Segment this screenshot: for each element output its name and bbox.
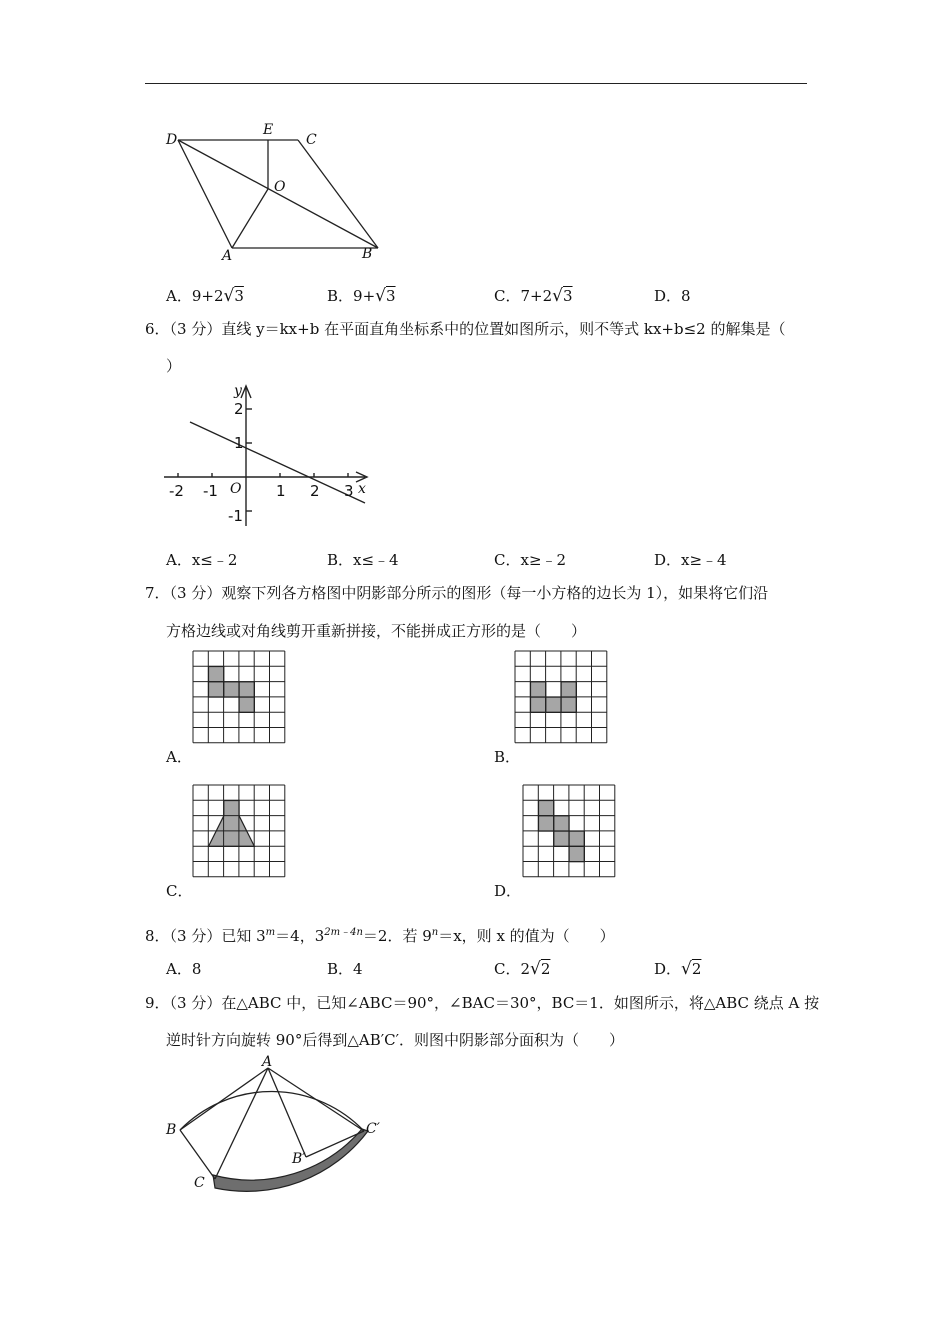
q5-label-c: C <box>306 132 317 148</box>
q9-label-b: B <box>166 1122 177 1138</box>
q5-option-b[interactable]: B．9+√3 <box>327 286 396 306</box>
q7-question-line2: 方格边线或对角线剪开重新拼接，不能拼成正方形的是（ ） <box>166 622 587 640</box>
q5-label-d: D <box>166 132 178 148</box>
q6-y-tick-label: 1 <box>234 434 244 452</box>
q9-question-line1: 9．（3 分）在△ABC 中，已知∠ABC＝90°，∠BAC＝30°，BC＝1．如图所示，将△ABC 绕点 A 按 <box>145 994 820 1012</box>
q5-option-c[interactable]: C．7+2√3 <box>494 286 573 306</box>
q6-x-label: x <box>358 481 366 497</box>
q6-x-tick-label: 3 <box>344 482 354 500</box>
q7-grid-b[interactable] <box>514 650 612 748</box>
q5-label-e: E <box>263 122 274 138</box>
q6-x-tick-label: 1 <box>276 482 286 500</box>
q7-label-d: D． <box>494 882 522 900</box>
q7-label-a: A． <box>166 748 192 766</box>
q5-option-a[interactable]: A．9+2√3 <box>166 286 244 306</box>
q6-option-c[interactable]: C．x≥﹣2 <box>494 551 567 569</box>
q6-option-d[interactable]: D．x≥﹣4 <box>654 551 727 569</box>
q9-question-line2: 逆时针方向旋转 90°后得到△AB′C′．则图中阴影部分面积为（ ） <box>166 1031 625 1049</box>
q7-grid-d[interactable] <box>522 784 620 882</box>
q6-line-graph <box>160 380 380 530</box>
q9-rotation-figure <box>160 1055 400 1195</box>
q6-question-line2: ） <box>166 357 182 375</box>
q8-option-d[interactable]: D．√2 <box>654 959 702 979</box>
q7-grid-a[interactable] <box>192 650 290 748</box>
q9-label-a: A <box>262 1055 273 1070</box>
q9-label-c-prime: C′ <box>366 1121 380 1137</box>
q8-option-c[interactable]: C．2√2 <box>494 959 551 979</box>
q5-label-o: O <box>274 179 286 195</box>
q6-y-label: y <box>234 383 242 399</box>
q6-y-tick-label: 2 <box>234 400 244 418</box>
q8-option-a[interactable]: A．8 <box>166 960 202 978</box>
q5-label-b: B <box>362 246 373 262</box>
q7-label-b: B． <box>494 748 521 766</box>
q7-grid-c[interactable] <box>192 784 290 882</box>
q6-option-a[interactable]: A．x≤﹣2 <box>166 551 238 569</box>
q6-x-tick-label: -1 <box>203 482 218 500</box>
q6-x-tick-label: -2 <box>169 482 184 500</box>
q6-option-b[interactable]: B．x≤﹣4 <box>327 551 399 569</box>
q8-question: 8．（3 分）已知 $3^m=4$，$3^{2m﹣4n}=2$．若 $9^n=x$，则 x 的值为（ ） <box>145 927 615 945</box>
q8-option-b[interactable]: B．4 <box>327 960 363 978</box>
q9-label-b-prime: B′ <box>292 1151 306 1167</box>
q7-label-c: C． <box>166 882 193 900</box>
q9-label-c: C <box>194 1175 205 1191</box>
q6-question-line1: 6．（3 分）直线 y＝kx+b 在平面直角坐标系中的位置如图所示，则不等式 kx+b≤2 的解集是（ <box>145 320 786 338</box>
q6-x-tick-label: 2 <box>310 482 320 500</box>
q6-y-tick-label: -1 <box>228 507 243 525</box>
q5-label-a: A <box>222 248 233 264</box>
header-rule <box>145 83 807 84</box>
q5-option-d[interactable]: D．8 <box>654 287 691 305</box>
q6-origin-label: O <box>230 481 242 497</box>
q7-question-line1: 7．（3 分）观察下列各方格图中阴影部分所示的图形（每一小方格的边长为 1），如果将它们沿 <box>145 584 769 602</box>
q5-parallelogram-figure <box>160 118 390 268</box>
